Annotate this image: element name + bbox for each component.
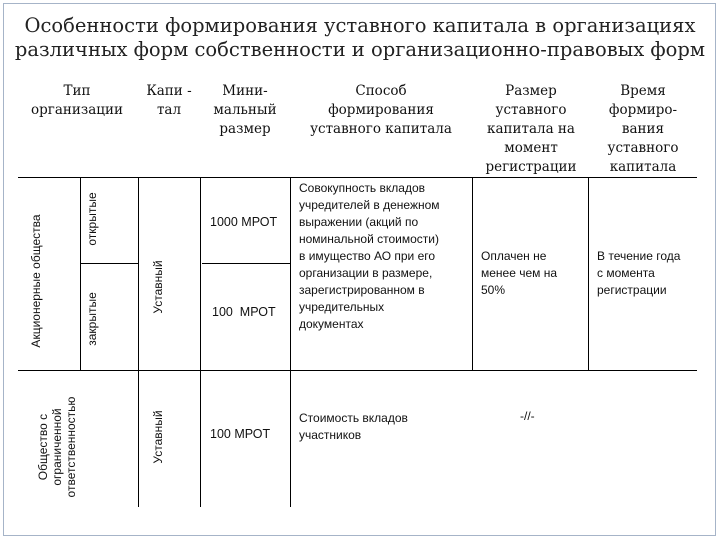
header-size-line: уставного [495, 102, 567, 118]
ao-method-line: выражении (акций по [299, 215, 419, 229]
header-capital [138, 82, 200, 120]
ao-method-line: зарегистрированном в [299, 283, 425, 297]
header-time [590, 82, 696, 177]
header-method-line: формирования [328, 102, 434, 118]
ao-method-line: в имущество АО при его [299, 249, 436, 263]
ooo-label-line: Общество с [36, 413, 50, 481]
header-type-line: Тип [63, 83, 91, 99]
min-subtype-divider [202, 263, 290, 264]
ao-method-line: документах [299, 317, 364, 331]
header-size-line: Размер [505, 83, 557, 99]
header-time-line: уставного [607, 140, 679, 156]
header-minimum-line: мальный [213, 102, 277, 118]
ao-method-line: учредителей в денежном [299, 198, 440, 212]
header-capital-line: тал [156, 102, 182, 118]
ao-capital-label: Уставный [151, 260, 165, 314]
closed-label: закрытые [85, 292, 99, 346]
ooo-label [36, 377, 80, 517]
header-method-line: Способ [355, 83, 407, 99]
header-size-line: момент [504, 140, 558, 156]
ao-time-line: регистрации [597, 283, 667, 297]
ao-size-line: Оплачен не [481, 249, 547, 263]
title-line-2: различных форм собственности и организационно-правовых форм [14, 38, 706, 61]
ao-method-line: номинальной стоимости) [299, 232, 440, 246]
header-minimum [202, 82, 288, 139]
ao-time [597, 248, 707, 299]
header-time-line: формиро- [608, 102, 678, 118]
header-minimum-line: размер [219, 121, 271, 137]
ao-time-line: с момента [597, 266, 655, 280]
row-divider-line [18, 370, 697, 371]
type-col-vline [138, 177, 139, 507]
header-type [18, 82, 136, 120]
ao-size-line: менее чем на [481, 266, 558, 280]
slide-title [0, 14, 720, 62]
header-time-line: капитала [609, 159, 677, 175]
header-type-line: организации [31, 102, 123, 118]
header-time-line: Время [620, 83, 666, 99]
ao-inner-vline [80, 177, 81, 370]
minimum-col-vline [290, 177, 291, 507]
open-minimum: 1000 МРОТ [210, 215, 278, 229]
ao-size-line: 50% [481, 283, 506, 297]
ao-size [481, 248, 586, 299]
closed-minimum: 100 МРОТ [212, 305, 276, 319]
ooo-minimum: 100 МРОТ [210, 427, 271, 441]
header-size-line: регистрации [485, 159, 577, 175]
ooo-capital-label: Уставный [151, 410, 165, 464]
ooo-label-line: ответственностью [64, 396, 78, 498]
ao-label: Акционерные общества [29, 214, 43, 348]
header-method [290, 82, 472, 139]
ooo-size: -//- [520, 409, 535, 423]
ao-method [299, 180, 471, 333]
ooo-method [299, 410, 471, 444]
header-method-line: уставного капитала [310, 121, 452, 137]
ao-method-line: организации в размере, [299, 266, 433, 280]
ooo-label-line: ограниченной [50, 408, 64, 486]
header-minimum-line: Мини- [222, 83, 268, 99]
ooo-method-line: Стоимость вкладов [299, 411, 408, 425]
title-line-1: Особенности формирования уставного капитала в организациях [24, 14, 696, 37]
open-label: открытые [85, 192, 99, 246]
ao-method-line: Совокупность вкладов [299, 181, 426, 195]
ooo-method-line: участников [299, 428, 362, 442]
ao-method-line: учредительных [299, 300, 385, 314]
capital-col-vline [200, 177, 201, 507]
header-size [474, 82, 588, 177]
ao-time-line: В течение года [597, 249, 681, 263]
header-bottom-line [18, 177, 697, 178]
header-capital-line: Капи - [146, 83, 192, 99]
size-col-vline [588, 177, 589, 370]
method-col-vline [472, 177, 473, 370]
header-time-line: вания [621, 121, 665, 137]
header-size-line: капитала на [487, 121, 575, 137]
